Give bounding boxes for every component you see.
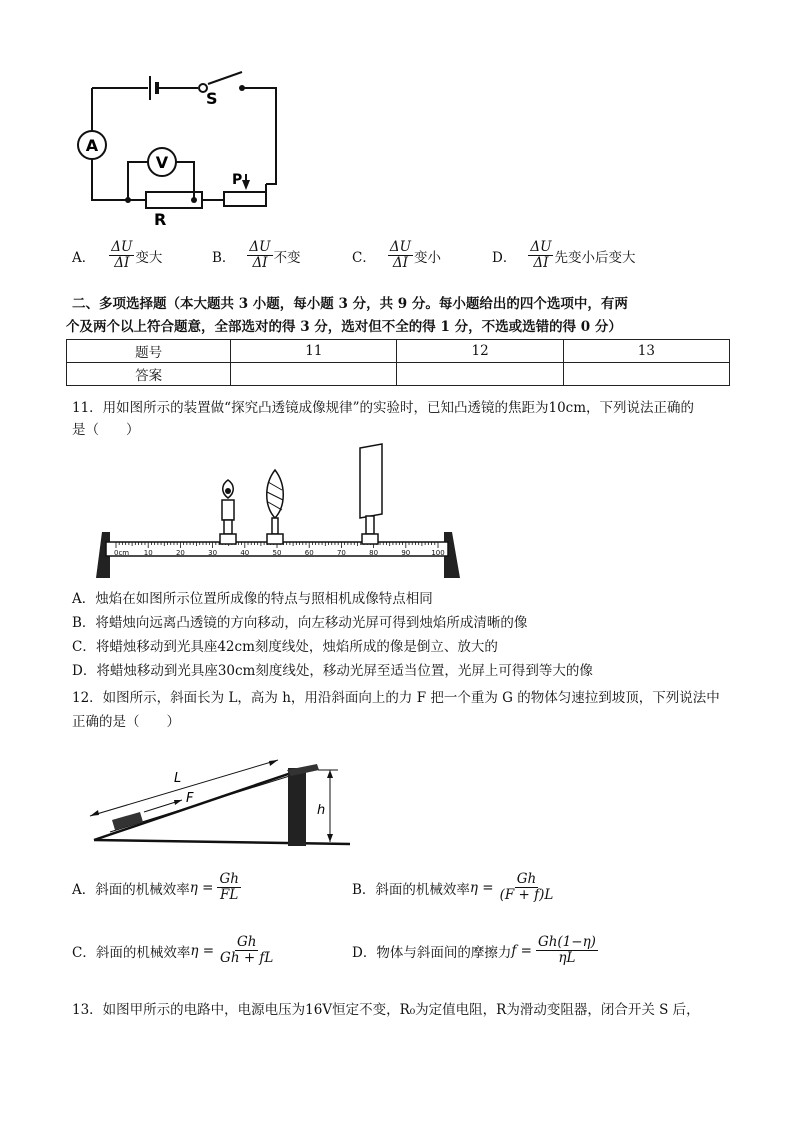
delta-u-over-delta-i: $\frac{\Delta U}{\Delta I}$	[249, 239, 271, 271]
length-label: L	[174, 771, 182, 786]
q11-stem-line-2: 是（ ）	[72, 422, 140, 438]
ruler-tick-label: 80	[369, 549, 379, 557]
ruler-tick-label: 70	[336, 549, 346, 557]
q12-stem-line-1: 12．如图所示，斜面长为 L，高为 h，用沿斜面向上的力 F 把一个重为 G 的物体匀速拉到坡顶，下列说法中	[72, 690, 720, 706]
ruler-tick-label: 90	[401, 549, 411, 557]
q12-option-b[interactable]: B．斜面的机械效率 η = $\frac{Gh}{(F + f)L}$	[352, 871, 554, 903]
section-heading-line-1: 二、多项选择题（本大题共 3 小题，每小题 3 分，共 9 分。每小题给出的四个选项中，有两	[72, 296, 628, 312]
candle	[222, 500, 234, 520]
table-header-row	[67, 340, 730, 363]
q12-option-d[interactable]: D．物体与斜面间的摩擦力 f = $\frac{Gh(1-\eta)}{\eta L}$	[352, 934, 596, 966]
table-row	[67, 363, 730, 386]
ruler-tick-label: 30	[208, 549, 218, 557]
q12-option-c[interactable]: C．斜面的机械效率 η = $\frac{Gh}{Gh + fL}$	[72, 934, 274, 966]
ruler-tick-label: 50	[272, 549, 282, 557]
delta-u-over-delta-i: $\frac{\Delta U}{\Delta I}$	[530, 239, 552, 271]
efficiency-formula: $\frac{Gh}{(F + f)L}$	[499, 871, 554, 903]
table-header-cell: 13	[563, 340, 729, 363]
force-label: F	[186, 791, 194, 806]
q11-option-d[interactable]: D．将蜡烛移动到光具座30cm刻度线处，移动光屏至适当位置，光屏上可得到等大的像	[72, 663, 593, 679]
screen-holder	[362, 534, 378, 544]
ruler-tick-label: 60	[304, 549, 314, 557]
q10-option-b[interactable]: B． $\frac{\Delta U}{\Delta I}$ 不变	[212, 239, 301, 271]
table-header-cell: 题号	[67, 340, 231, 363]
junction-dot	[191, 197, 197, 203]
answer-cell-11[interactable]	[231, 363, 397, 386]
q10-option-c[interactable]: C． $\frac{\Delta U}{\Delta I}$ 变小	[352, 239, 441, 271]
circuit-diagram	[70, 62, 280, 232]
q11-option-b[interactable]: B．将蜡烛向远离凸透镜的方向移动，向左移动光屏可得到烛焰所成清晰的像	[72, 615, 528, 631]
table-row-label: 答案	[67, 363, 231, 386]
answer-table	[66, 339, 730, 386]
switch-pivot	[239, 85, 245, 91]
height-label: h	[317, 803, 326, 818]
q13-stem-line-1: 13．如图甲所示的电路中，电源电压为16V恒定不变，R₀为定值电阻，R为滑动变阻器，闭合开关 S 后，	[72, 1002, 700, 1018]
resistor-label: R	[154, 210, 167, 229]
convex-lens-icon	[267, 470, 284, 518]
q10-option-a[interactable]: A． $\frac{\Delta U}{\Delta I}$ 变大	[72, 239, 163, 271]
answer-cell-13[interactable]	[563, 363, 729, 386]
q11-option-a[interactable]: A．烛焰在如图所示位置所成像的特点与照相机成像特点相同	[72, 591, 433, 607]
incline-figure	[82, 756, 362, 852]
q12-stem-line-2: 正确的是（ ）	[72, 714, 180, 730]
efficiency-formula: $\frac{Gh}{FL}$	[219, 871, 239, 903]
friction-formula: $\frac{Gh(1-\eta)}{\eta L}$	[537, 934, 596, 966]
light-screen	[360, 444, 382, 518]
wall-block	[288, 768, 306, 846]
ruler-tick-label: 20	[175, 549, 185, 557]
candle-holder	[220, 534, 236, 544]
ammeter-label: A	[85, 136, 99, 155]
q11-option-c[interactable]: C．将蜡烛移动到光具座42cm刻度线处，烛焰所成的像是倒立、放大的	[72, 639, 498, 655]
delta-u-over-delta-i: $\frac{\Delta U}{\Delta I}$	[111, 239, 133, 271]
answer-cell-12[interactable]	[397, 363, 563, 386]
ruler-tick-label: 40	[240, 549, 250, 557]
ruler-tick-label: 100	[431, 549, 445, 557]
table-header-cell: 11	[231, 340, 397, 363]
voltmeter-label: V	[155, 153, 169, 172]
slider-label: P	[232, 172, 243, 188]
ruler-tick-label: 0cm	[114, 549, 130, 557]
junction-dot	[125, 197, 131, 203]
table-header-cell: 12	[397, 340, 563, 363]
section-heading-line-2: 个及两个以上符合题意，全部选对的得 3 分，选对但不全的得 1 分，不选或选错的得 0 分）	[66, 319, 622, 335]
q11-stem-line-1: 11．用如图所示的装置做“探究凸透镜成像规律”的实验时，已知凸透镜的焦距为10cm，下列说法正确的	[72, 400, 695, 416]
q12-option-a[interactable]: A．斜面的机械效率 η = $\frac{Gh}{FL}$	[72, 871, 239, 903]
efficiency-formula: $\frac{Gh}{Gh + fL}$	[220, 934, 274, 966]
ruler-tick-label: 10	[143, 549, 153, 557]
q10-option-d[interactable]: D． $\frac{\Delta U}{\Delta I}$ 先变小后变大	[492, 239, 636, 271]
optical-bench-figure	[92, 440, 472, 582]
delta-u-over-delta-i: $\frac{\Delta U}{\Delta I}$	[389, 239, 411, 271]
switch-label: S	[206, 89, 218, 108]
lens-holder	[267, 534, 283, 544]
